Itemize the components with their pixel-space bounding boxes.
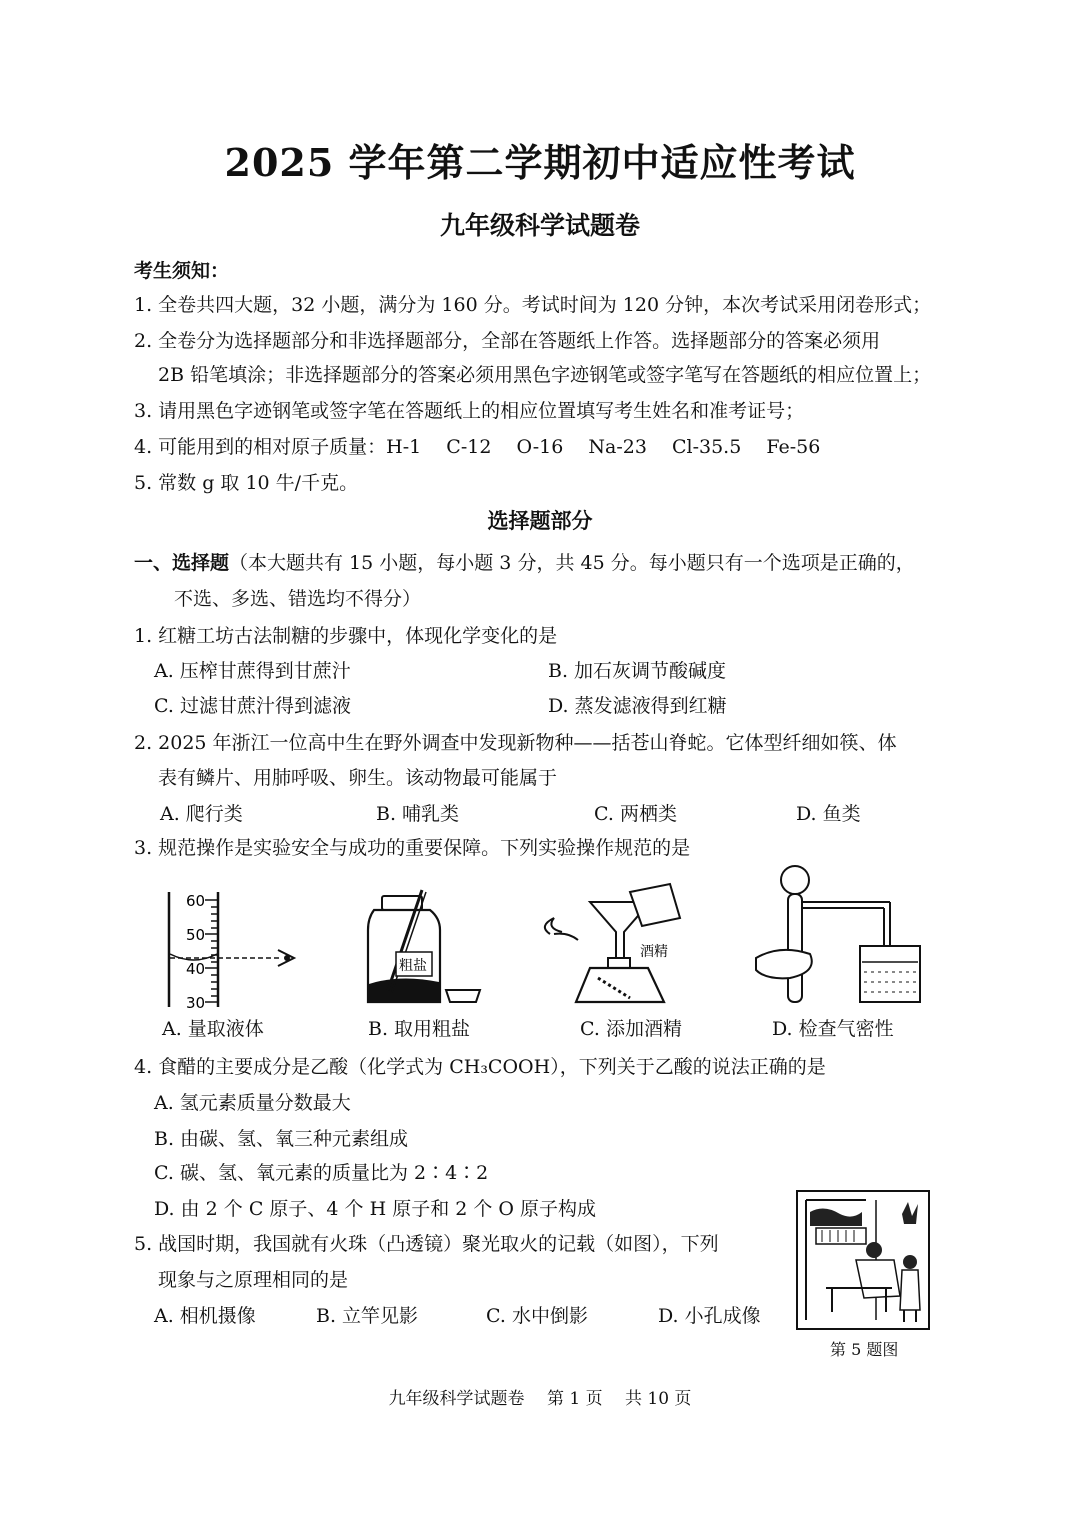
q3-option-c: C. 添加酒精 bbox=[580, 1018, 682, 1040]
cylinder-tick-label: 50 bbox=[186, 926, 206, 944]
question-5-stem: 5. 战国时期，我国就有火珠（凸透镜）聚光取火的记载（如图），下列 bbox=[134, 1233, 719, 1255]
question-2-stem-2: 表有鳞片、用肺呼吸、卵生。该动物最可能属于 bbox=[158, 767, 558, 789]
graduated-cylinder-figure bbox=[169, 892, 294, 1012]
jar-label: 粗盐 bbox=[399, 958, 427, 974]
question-5-stem-2: 现象与之原理相同的是 bbox=[158, 1269, 349, 1291]
q2-option-d: D. 鱼类 bbox=[796, 803, 861, 825]
part-desc-2: 不选、多选、错选均不得分） bbox=[174, 588, 422, 610]
q4-option-c: C. 碳、氢、氧元素的质量比为 2∶4∶2 bbox=[154, 1162, 489, 1184]
q5-option-a: A. 相机摄像 bbox=[154, 1305, 256, 1327]
q3-option-b: B. 取用粗盐 bbox=[368, 1018, 471, 1040]
salt-jar-figure bbox=[368, 890, 480, 1002]
alcohol-lamp-figure bbox=[545, 884, 680, 1002]
notice-item: 5. 常数 g 取 10 牛/千克。 bbox=[134, 472, 359, 494]
q1-option-c: C. 过滤甘蔗汁得到滤液 bbox=[154, 695, 351, 717]
notice-item: 3. 请用黑色字迹钢笔或签字笔在答题纸上的相应位置填写考生姓名和准考证号； bbox=[134, 400, 805, 422]
exam-title: 2025 学年第二学期初中适应性考试 bbox=[224, 140, 856, 185]
notice-item: 4. 可能用到的相对原子质量：H-1 C-12 O-16 Na-23 Cl-35.5 Fe-56 bbox=[134, 436, 821, 458]
question-3-stem: 3. 规范操作是实验安全与成功的重要保障。下列实验操作规范的是 bbox=[134, 837, 691, 859]
q5-figure-caption: 第 5 题图 bbox=[830, 1340, 899, 1359]
page-footer: 九年级科学试题卷 第 1 页 共 10 页 bbox=[388, 1389, 692, 1409]
part-label: 一、选择题 bbox=[134, 552, 230, 574]
question-1-stem: 1. 红糖工坊古法制糖的步骤中，体现化学变化的是 bbox=[134, 625, 558, 647]
q1-option-b: B. 加石灰调节酸碱度 bbox=[548, 660, 727, 682]
q3-figures bbox=[150, 862, 950, 1012]
section-title: 选择题部分 bbox=[487, 508, 593, 533]
q3-option-d: D. 检查气密性 bbox=[772, 1018, 894, 1040]
q1-option-d: D. 蒸发滤液得到红糖 bbox=[548, 695, 727, 717]
q3-option-a: A. 量取液体 bbox=[162, 1018, 264, 1040]
notice-item: 1. 全卷共四大题，32 小题，满分为 160 分。考试时间为 120 分钟，本次考试采用闭卷形式； bbox=[134, 294, 932, 316]
q5-option-b: B. 立竿见影 bbox=[316, 1305, 419, 1327]
q2-option-a: A. 爬行类 bbox=[160, 803, 243, 825]
notice-item: 2B 铅笔填涂；非选择题部分的答案必须用黑色字迹钢笔或签字笔写在答题纸的相应位置上； bbox=[158, 364, 932, 386]
cylinder-tick-label: 40 bbox=[186, 960, 206, 978]
airtightness-figure bbox=[756, 866, 920, 1002]
q4-option-d: D. 由 2 个 C 原子、4 个 H 原子和 2 个 O 原子构成 bbox=[154, 1198, 597, 1220]
q2-option-c: C. 两栖类 bbox=[594, 803, 677, 825]
cylinder-tick-label: 30 bbox=[186, 994, 206, 1012]
q5-option-c: C. 水中倒影 bbox=[486, 1305, 588, 1327]
question-2-stem: 2. 2025 年浙江一位高中生在野外调查中发现新物种——括苍山脊蛇。它体型纤细如筷、体 bbox=[134, 732, 897, 754]
notice-item: 2. 全卷分为选择题部分和非选择题部分，全部在答题纸上作答。选择题部分的答案必须用 bbox=[134, 330, 881, 352]
q5-option-d: D. 小孔成像 bbox=[658, 1305, 761, 1327]
cylinder-tick-label: 60 bbox=[186, 892, 206, 910]
q1-option-a: A. 压榨甘蔗得到甘蔗汁 bbox=[154, 660, 351, 682]
notice-heading: 考生须知： bbox=[134, 260, 230, 282]
exam-subtitle: 九年级科学试题卷 bbox=[439, 211, 640, 240]
q4-option-b: B. 由碳、氢、氧三种元素组成 bbox=[154, 1128, 409, 1150]
q2-option-b: B. 哺乳类 bbox=[376, 803, 460, 825]
part-header bbox=[134, 548, 915, 575]
q5-figure bbox=[796, 1190, 930, 1330]
q4-option-a: A. 氢元素质量分数最大 bbox=[154, 1092, 351, 1114]
question-4-stem: 4. 食醋的主要成分是乙酸（化学式为 CH₃COOH），下列关于乙酸的说法正确的是 bbox=[134, 1056, 826, 1078]
part-desc: （本大题共有 15 小题，每小题 3 分，共 45 分。每小题只有一个选项是正确的， bbox=[229, 552, 915, 574]
bottle-label: 酒精 bbox=[640, 944, 668, 960]
